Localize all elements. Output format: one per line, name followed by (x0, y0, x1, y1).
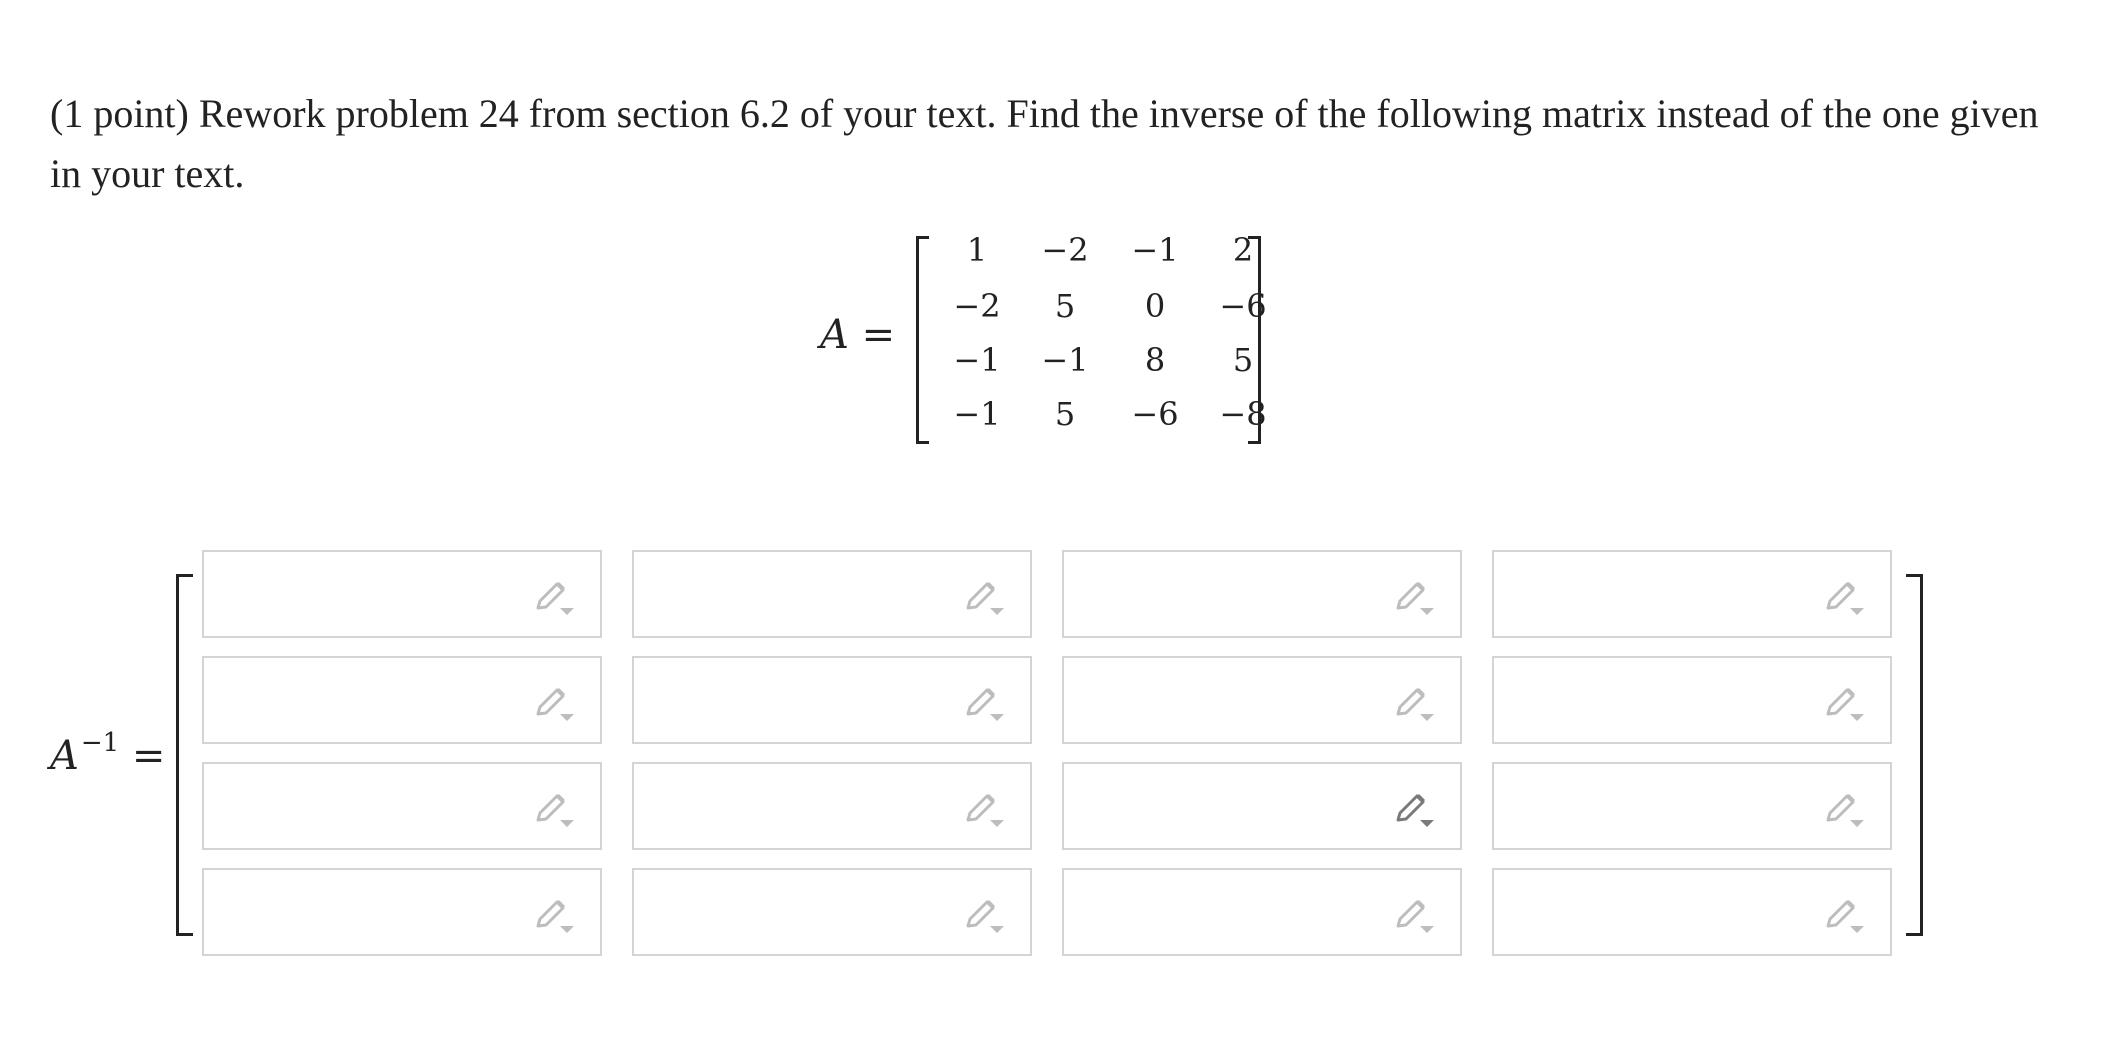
pencil-dropdown-icon[interactable] (1394, 684, 1438, 724)
inverse-equals: = (119, 733, 166, 779)
inverse-left-bracket (176, 574, 193, 936)
matrix-a-entry: −2 (953, 287, 1001, 325)
matrix-a-entry: −8 (1219, 395, 1267, 433)
pencil-dropdown-icon[interactable] (1824, 578, 1868, 618)
matrix-a-entry: 0 (1144, 287, 1166, 325)
pencil-dropdown-icon[interactable] (1824, 790, 1868, 830)
answer-input-r2-c4[interactable] (1492, 656, 1892, 744)
matrix-a-entry: −6 (1219, 287, 1267, 325)
matrix-a (820, 231, 1267, 442)
pencil-dropdown-icon[interactable] (534, 790, 578, 830)
answer-input-r3-c2[interactable] (632, 762, 1032, 850)
answer-input-r1-c3[interactable] (1062, 550, 1462, 638)
answer-input-r2-c1[interactable] (202, 656, 602, 744)
inverse-exponent: −1 (80, 728, 120, 758)
matrix-a-entry: −1 (1041, 341, 1089, 379)
answer-input-r2-c3[interactable] (1062, 656, 1462, 744)
answer-input-r4-c4[interactable] (1492, 868, 1892, 956)
matrix-a-left-bracket (916, 236, 929, 444)
pencil-dropdown-icon[interactable] (1824, 684, 1868, 724)
matrix-a-entry: 5 (1232, 341, 1254, 379)
matrix-a-entry: 2 (1232, 231, 1254, 269)
answer-input-r4-c2[interactable] (632, 868, 1032, 956)
matrix-a-entry: 1 (966, 231, 988, 269)
problem-statement: (1 point) Rework problem 24 from section 6.2 of your text. Find the inverse of the following matrix instead of the one given in your text. (50, 91, 2039, 196)
matrix-a-equals: = (848, 312, 896, 358)
answer-input-r1-c2[interactable] (632, 550, 1032, 638)
pencil-dropdown-icon[interactable] (964, 790, 1008, 830)
pencil-dropdown-icon[interactable] (1824, 896, 1868, 936)
matrix-a-label (820, 312, 895, 358)
answer-input-r3-c1[interactable] (202, 762, 602, 850)
answer-input-r2-c2[interactable] (632, 656, 1032, 744)
matrix-a-entry: 5 (1054, 395, 1076, 433)
matrix-a-entry: 8 (1144, 341, 1166, 379)
answer-input-r3-c3[interactable] (1062, 762, 1462, 850)
pencil-dropdown-icon[interactable] (534, 578, 578, 618)
answer-input-r4-c1[interactable] (202, 868, 602, 956)
matrix-a-entry: −2 (1041, 231, 1089, 269)
matrix-a-entry: −1 (953, 341, 1001, 379)
pencil-dropdown-icon[interactable] (964, 684, 1008, 724)
matrix-a-entry: −6 (1131, 395, 1179, 433)
answer-input-r1-c1[interactable] (202, 550, 602, 638)
inverse-label (50, 728, 165, 779)
matrix-a-entry: −1 (1131, 231, 1179, 269)
pencil-dropdown-icon[interactable] (1394, 790, 1438, 830)
inverse-var: A (50, 733, 79, 779)
inverse-right-bracket (1906, 574, 1923, 936)
answer-input-r1-c4[interactable] (1492, 550, 1892, 638)
pencil-dropdown-icon[interactable] (534, 896, 578, 936)
pencil-dropdown-icon[interactable] (1394, 578, 1438, 618)
pencil-dropdown-icon[interactable] (1394, 896, 1438, 936)
answer-input-r3-c4[interactable] (1492, 762, 1892, 850)
matrix-a-var: A (820, 312, 849, 358)
matrix-a-entry: −1 (953, 395, 1001, 433)
pencil-dropdown-icon[interactable] (964, 578, 1008, 618)
matrix-a-entry: 5 (1054, 287, 1076, 325)
answer-input-r4-c3[interactable] (1062, 868, 1462, 956)
pencil-dropdown-icon[interactable] (964, 896, 1008, 936)
pencil-dropdown-icon[interactable] (534, 684, 578, 724)
